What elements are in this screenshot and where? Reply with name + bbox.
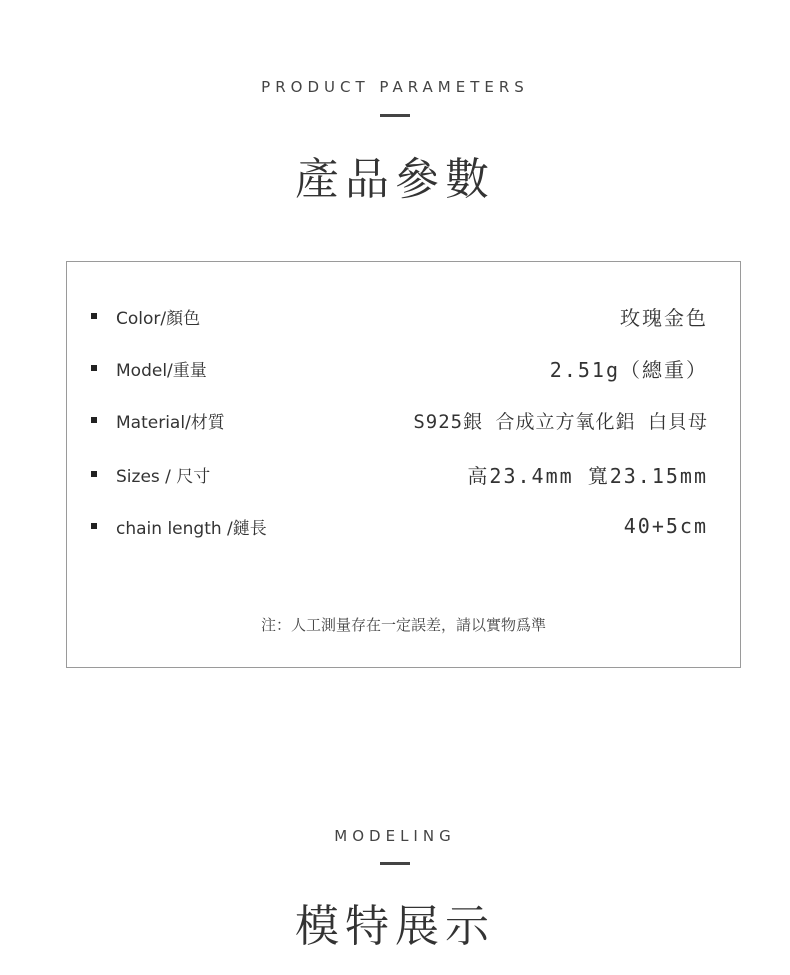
param-value: 高23.4mm 寬23.15mm <box>467 463 708 488</box>
param-label: Color/顏色 <box>116 308 201 329</box>
param-label: Sizes / 尺寸 <box>116 466 211 487</box>
param-label: Material/材質 <box>116 412 225 433</box>
modeling-divider <box>380 862 410 865</box>
param-label: Model/重量 <box>116 360 207 381</box>
bullet-icon <box>91 313 97 319</box>
param-row-chain-length <box>91 511 708 541</box>
param-row-model <box>91 353 708 383</box>
bullet-icon <box>91 417 97 423</box>
measurement-note: 注：人工測量存在一定誤差，請以實物爲準 <box>260 616 546 634</box>
params-title: 產品參數 <box>295 154 495 205</box>
param-value: 玫瑰金色 <box>620 305 708 330</box>
param-row-sizes <box>91 459 708 489</box>
param-value: 2.51g（總重） <box>549 357 708 382</box>
bullet-icon <box>91 523 97 529</box>
param-row-color <box>91 301 708 331</box>
param-value: 40+5cm <box>623 514 708 538</box>
bullet-icon <box>91 471 97 477</box>
bullet-icon <box>91 365 97 371</box>
params-eyebrow: PRODUCT PARAMETERS <box>261 78 529 96</box>
param-label: chain length /鏈長 <box>116 518 267 539</box>
params-table <box>66 261 741 668</box>
param-value: S925銀 合成立方氧化鋁 白貝母 <box>413 410 708 433</box>
modeling-eyebrow: MODELING <box>334 827 456 845</box>
params-divider <box>380 114 410 117</box>
param-row-material <box>91 405 708 435</box>
modeling-title: 模特展示 <box>295 901 495 952</box>
